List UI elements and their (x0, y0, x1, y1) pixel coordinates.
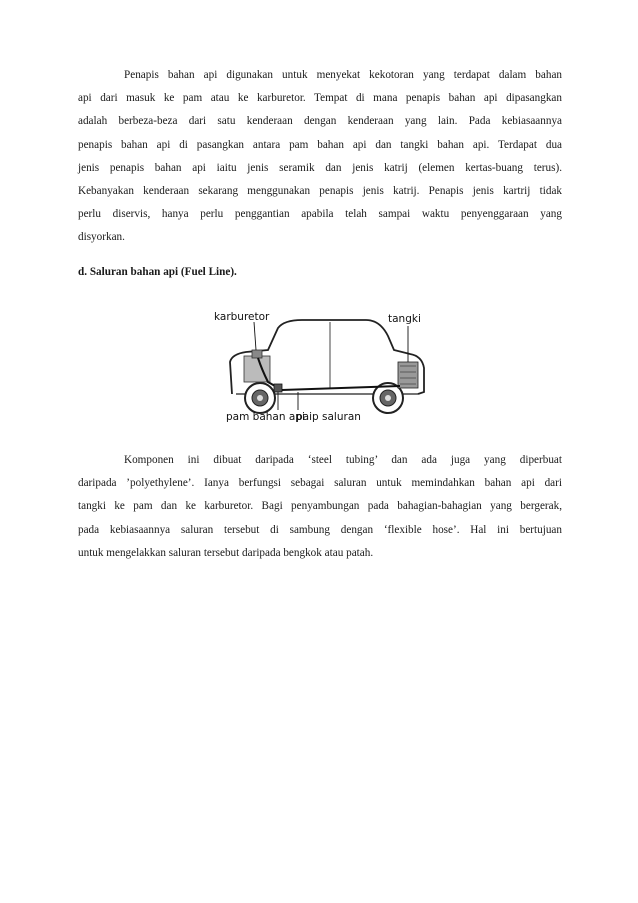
paragraph-line: penapis bahan api di pasangkan antara pam bahan api dan tangki bahan api. Terdapat dua (78, 138, 562, 151)
paragraph-line: Kebanyakan kenderaan sekarang menggunakan penapis jenis katrij. Penapis jenis kartrij tidak (78, 185, 562, 198)
paragraph-line: perlu diservis, hanya perlu penggantian apabila telah sampai waktu penyenggaraan yang (78, 208, 562, 221)
paragraph-line: adalah berbeza-beza dari satu kenderaan dengan kenderaan yang lain. Pada kebiasaannya (78, 115, 562, 128)
label-paip-saluran: paip saluran (296, 411, 361, 423)
paragraph-fuel-line (78, 449, 562, 565)
paragraph-line: api dari masuk ke pam atau ke karburetor. Tempat di mana penapis bahan api dipasangkan (78, 92, 562, 105)
fuel-pump-shape (274, 384, 282, 392)
paragraph-line: untuk mengelakkan saluran tersebut daripada bengkok atau patah. (78, 546, 374, 559)
label-karburetor: karburetor (214, 311, 270, 323)
front-wheel (245, 383, 275, 413)
paragraph-line: pada kebiasaannya saluran tersebut di sambung dengan ‘flexible hose’. Hal ini bertujuan (78, 523, 562, 536)
carburetor-shape (252, 350, 262, 358)
car-fuel-line-illustration (212, 306, 438, 428)
paragraph-fuel-filter (78, 64, 562, 250)
label-tangki: tangki (388, 313, 421, 325)
paragraph-line: daripada ’polyethylene’. Ianya berfungsi sebagai saluran untuk memindahkan bahan api dari (78, 477, 562, 490)
paragraph-line: jenis penapis bahan api iaitu jenis seramik dan jenis katrij (elemen kertas-buang terus). (78, 161, 562, 174)
fuel-line-diagram (212, 306, 438, 428)
paragraph-line: Komponen ini dibuat daripada ‘steel tubing’ dan ada juga yang diperbuat (124, 454, 562, 466)
paragraph-line: disyorkan. (78, 231, 125, 244)
paragraph-line: tangki ke pam dan ke karburetor. Bagi penyambungan pada bahagian-bahagian yang bergerak, (78, 500, 562, 513)
section-heading: d. Saluran bahan api (Fuel Line). (78, 266, 237, 278)
label-pam-bahan-api: pam bahan api (226, 411, 305, 423)
paragraph-line: Penapis bahan api digunakan untuk menyekat kekotoran yang terdapat dalam bahan (124, 69, 562, 81)
